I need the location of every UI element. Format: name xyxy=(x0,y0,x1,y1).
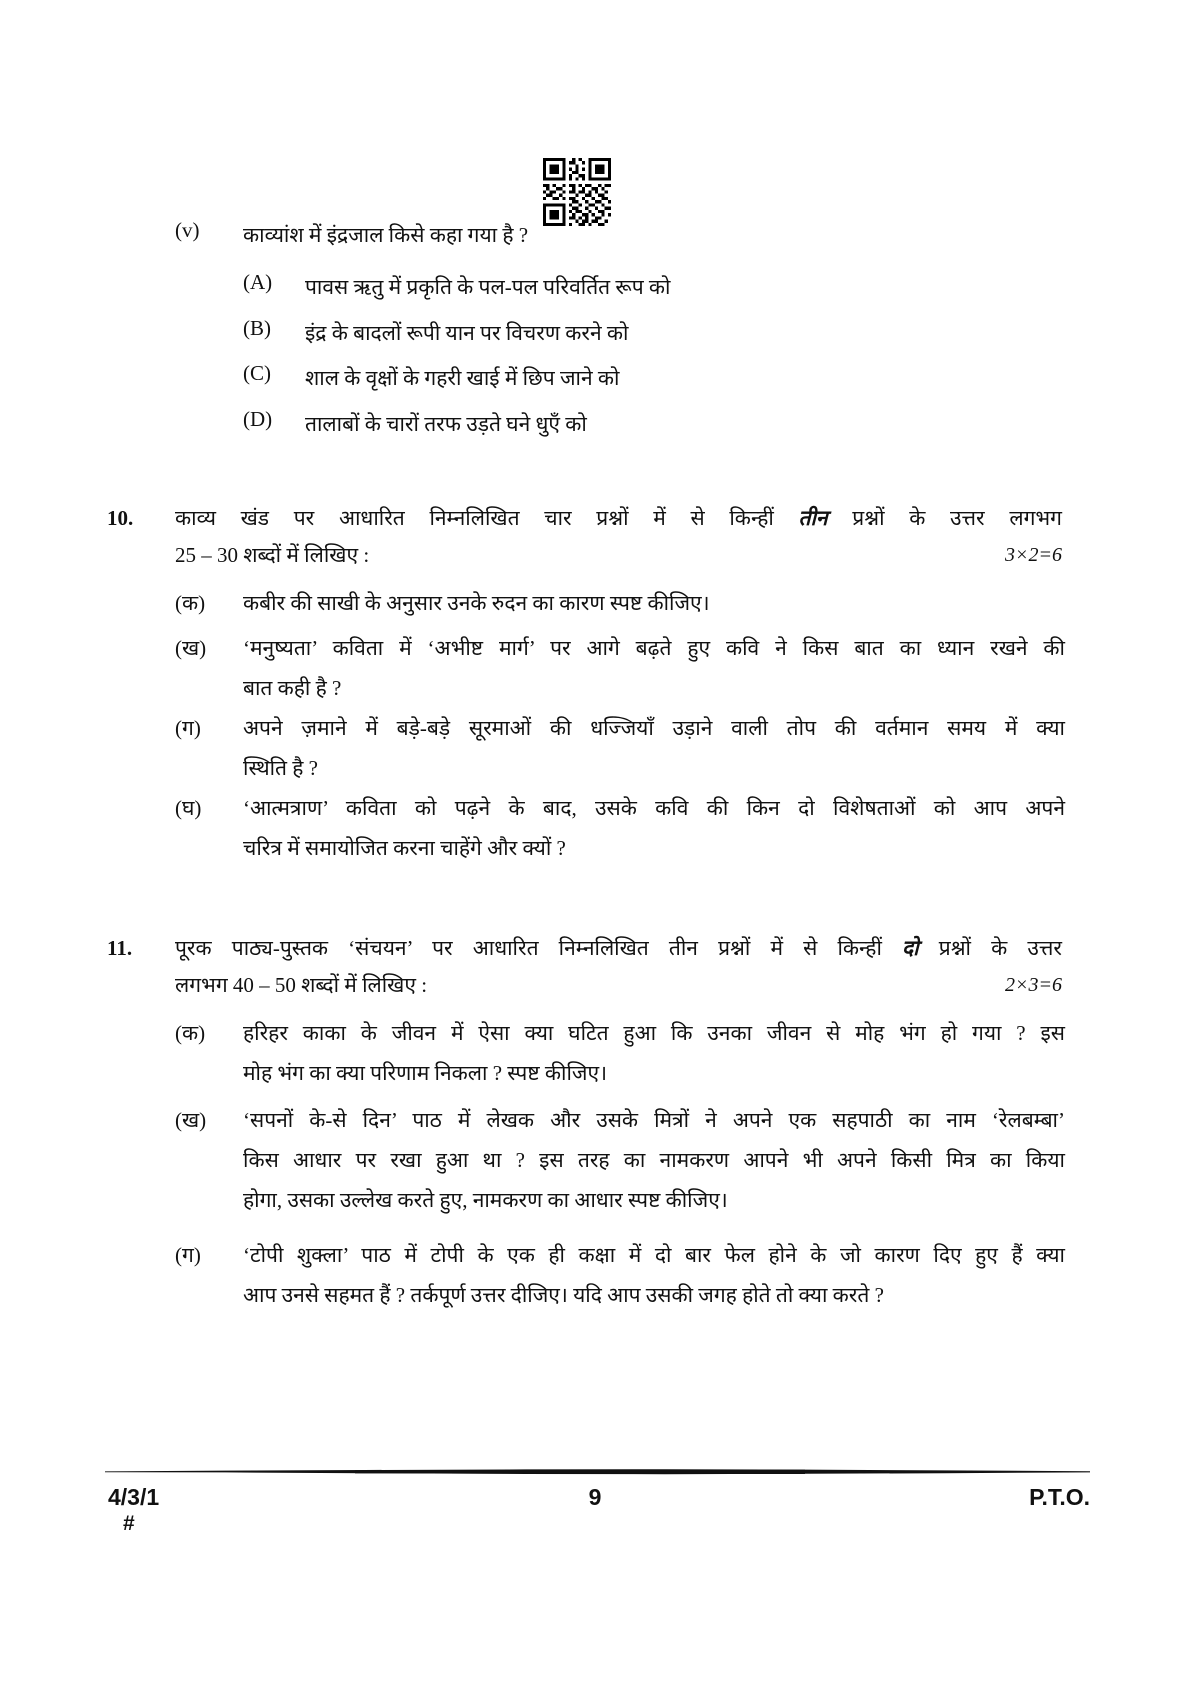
question-v-label: (v) xyxy=(175,218,200,242)
line: अपने ज़माने में बड़े-बड़े सूरमाओं की धज्जियाँ उड़ाने वाली तोप की वर्तमान समय में क्या xyxy=(243,716,1065,740)
option-c-text: शाल के वृक्षों के गहरी खाई में छिप जाने को xyxy=(305,366,620,390)
line: ‘मनुष्यता’ कविता में ‘अभीष्ट मार्ग’ पर आगे बढ़ते हुए कवि ने किस बात का ध्यान रखने की xyxy=(243,636,1065,660)
question-11-sub-kha-label: (ख) xyxy=(175,1108,207,1132)
question-10-emphasis: तीन xyxy=(798,506,828,530)
line: चरित्र में समायोजित करना चाहेंगे और क्यों ? xyxy=(243,836,566,860)
question-v xyxy=(175,218,1055,252)
question-11-stem-part2: प्रश्नों के उत्तर xyxy=(918,936,1062,960)
line: ‘आत्मत्राण’ कविता को पढ़ने के बाद, उसके कवि की किन दो विशेषताओं को आप अपने xyxy=(243,796,1065,820)
question-10-stem-line2-text: 25 – 30 शब्दों में लिखिए : xyxy=(175,543,370,567)
question-11-sub-ga xyxy=(175,1235,1065,1315)
question-10-sub-ga-label: (ग) xyxy=(175,716,201,740)
option-a-label: (A) xyxy=(243,270,273,294)
question-10-stem-line2 xyxy=(175,537,1062,574)
question-11-sub-ka-label: (क) xyxy=(175,1021,206,1045)
question-10-sub-ka-text xyxy=(243,583,1065,623)
option-d-text: तालाबों के चारों तरफ उड़ते घने धुएँ को xyxy=(305,412,587,436)
question-11-sub-ka xyxy=(175,1013,1065,1093)
question-10-stem xyxy=(175,500,1062,574)
question-11-stem xyxy=(175,930,1062,1004)
hash-mark: # xyxy=(123,1512,135,1535)
pto-label: P.T.O. xyxy=(1029,1484,1090,1510)
question-10-sub-kha-text xyxy=(243,628,1065,708)
option-b[interactable] xyxy=(243,316,1063,350)
question-10-sub-ga-text xyxy=(243,708,1065,788)
question-10-stem-part1: काव्य खंड पर आधारित निम्नलिखित चार प्रश्नों में से किन्हीं xyxy=(175,506,799,530)
option-a[interactable] xyxy=(243,270,1063,304)
question-11-number: 11. xyxy=(107,936,133,960)
page-number: 9 xyxy=(588,1484,602,1510)
line: ‘सपनों के-से दिन’ पाठ में लेखक और उसके मित्रों ने अपने एक सहपाठी का नाम ‘रेलबम्बा’ xyxy=(243,1108,1065,1132)
question-11-sub-ka-text xyxy=(243,1013,1065,1093)
line: आप उनसे सहमत हैं ? तर्कपूर्ण उत्तर दीजिए। यदि आप उसकी जगह होते तो क्या करते ? xyxy=(243,1283,884,1307)
paper-code: 4/3/1 xyxy=(108,1484,160,1510)
option-c[interactable] xyxy=(243,361,1063,395)
question-10-stem-line1 xyxy=(175,500,1062,537)
question-11-stem-part1: पूरक पाठ्य-पुस्तक ‘संचयन’ पर आधारित निम्नलिखित तीन प्रश्नों में से किन्हीं xyxy=(175,936,903,960)
question-10-sub-gha-label: (घ) xyxy=(175,796,202,820)
question-10-stem-part2: प्रश्नों के उत्तर लगभग xyxy=(827,506,1062,530)
question-10-sub-ka xyxy=(175,583,1065,623)
question-10-sub-kha-label: (ख) xyxy=(175,636,207,660)
option-c-label: (C) xyxy=(243,361,271,385)
footer-divider xyxy=(105,1467,1090,1476)
option-b-text: इंद्र के बादलों रूपी यान पर विचरण करने को xyxy=(305,321,629,345)
question-11-sub-kha-text xyxy=(243,1100,1065,1220)
line: ‘टोपी शुक्ला’ पाठ में टोपी के एक ही कक्षा में दो बार फेल होने के जो कारण दिए हुए हैं क्या xyxy=(243,1243,1065,1267)
question-11-stem-line2 xyxy=(175,967,1062,1004)
question-11-marks: 2×3=6 xyxy=(1005,974,1062,996)
option-d-label: (D) xyxy=(243,407,273,431)
question-10-number: 10. xyxy=(107,506,134,530)
question-11-emphasis: दो xyxy=(902,936,919,960)
option-b-label: (B) xyxy=(243,316,271,340)
question-10-sub-kha xyxy=(175,628,1065,708)
option-a-text: पावस ऋतु में प्रकृति के पल-पल परिवर्तित रूप को xyxy=(305,275,671,299)
line: कबीर की साखी के अनुसार उनके रुदन का कारण स्पष्ट कीजिए। xyxy=(243,591,710,615)
question-10-sub-gha xyxy=(175,788,1065,868)
line: किस आधार पर रखा हुआ था ? इस तरह का नामकरण आपने भी अपने किसी मित्र का किया xyxy=(243,1148,1065,1172)
line: बात कही है ? xyxy=(243,676,342,700)
question-11-stem-line1 xyxy=(175,930,1062,967)
line: होगा, उसका उल्लेख करते हुए, नामकरण का आधार स्पष्ट कीजिए। xyxy=(243,1188,728,1212)
question-10-marks: 3×2=6 xyxy=(1005,544,1062,566)
question-11 xyxy=(107,930,1062,1004)
question-10-sub-ka-label: (क) xyxy=(175,591,206,615)
question-10-sub-gha-text xyxy=(243,788,1065,868)
line: स्थिति है ? xyxy=(243,756,318,780)
question-11-sub-ga-text xyxy=(243,1235,1065,1315)
line: मोह भंग का क्या परिणाम निकला ? स्पष्ट कीजिए। xyxy=(243,1061,608,1085)
question-10-sub-ga xyxy=(175,708,1065,788)
question-v-text: काव्यांश में इंद्रजाल किसे कहा गया है ? xyxy=(243,223,529,247)
question-10 xyxy=(107,500,1062,574)
question-11-sub-kha xyxy=(175,1100,1065,1220)
line: हरिहर काका के जीवन में ऐसा क्या घटित हुआ कि उनका जीवन से मोह भंग हो गया ? इस xyxy=(243,1021,1065,1045)
option-d[interactable] xyxy=(243,407,1063,441)
question-11-stem-line2-text: लगभग 40 – 50 शब्दों में लिखिए : xyxy=(175,973,428,997)
question-11-sub-ga-label: (ग) xyxy=(175,1243,201,1267)
qr-code xyxy=(533,158,621,226)
